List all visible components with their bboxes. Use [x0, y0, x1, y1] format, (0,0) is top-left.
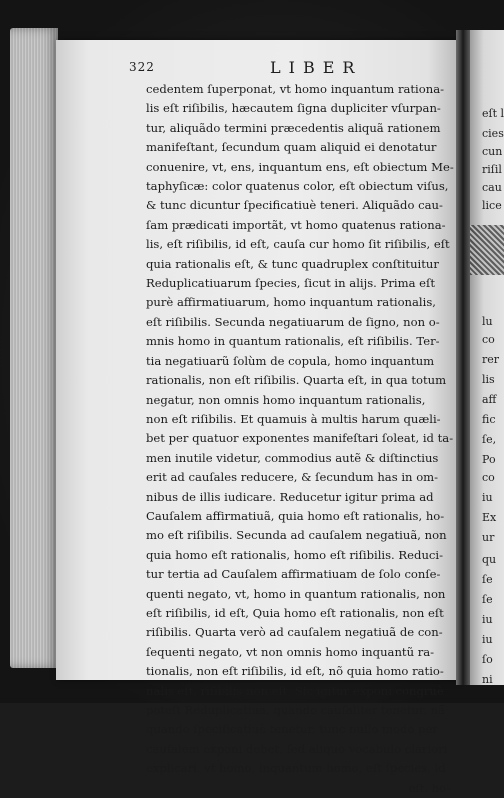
text-line: mnis homo in quantum rationalis, eſt riſibilis. Ter-	[146, 334, 440, 349]
page-body-text	[146, 80, 454, 798]
text-line: nibus de illis iudicare. Reducetur igitur prima ad	[146, 489, 434, 504]
text-line: men inutile videtur, commodius autẽ & diſtinctius	[146, 450, 439, 465]
text-line: poteſt Reduplicatiua, quando cauſaliter tenetur, nã	[146, 703, 445, 717]
text-line: eſt riſibilis. Secunda negatiuarum de ſigno, non o-	[146, 314, 440, 329]
text-line: taphyſicæ: color quatenus color, eſt obiectum viſus,	[146, 179, 449, 194]
facing-page-fragment: ſe	[482, 573, 493, 586]
woodcut-ornament-fragment	[470, 225, 504, 275]
text-line: manifeſtant, ſecundum quam aliquid ei denotatur	[146, 140, 437, 155]
text-line: cedentem ſuperponat, vt homo inquantum rationa-	[146, 82, 445, 96]
text-line: eſt riſibilis, id eſt, Quia homo eſt rationalis, non eſt	[146, 605, 444, 620]
text-line: tia negatiuarũ ſolùm de copula, homo inquantum	[146, 353, 435, 368]
text-line: cauſalem exponi debet, ſed aliquo vocabulo clariori	[146, 741, 448, 756]
facing-page-fragment: ur	[482, 531, 495, 544]
text-line: ſam prædicati importãt, vt homo quatenus rationa-	[146, 217, 446, 232]
text-line: ſequenti negato, vt non omnis homo inquantũ ra-	[146, 644, 435, 659]
text-line: explicari, vt homo, inquantum homo, eſt ſpecies, id	[146, 761, 446, 776]
text-line: purè affirmatiuarum, homo inquantum rationalis,	[146, 295, 436, 310]
text-line: eſt, ho-	[408, 780, 450, 795]
facing-page-fragment: lis	[482, 373, 495, 386]
facing-page-fragment: lice	[482, 199, 502, 212]
facing-page-fragment: Ex	[482, 511, 497, 524]
facing-page-fragment: cies	[482, 127, 504, 140]
text-line: bet per quatuor exponentes manifeſtari ſoleat, id ta-	[146, 431, 454, 446]
facing-page-fragment: Po	[482, 453, 496, 466]
book-gutter	[456, 30, 470, 685]
text-line: tur tertia ad Cauſalem affirmatiuam de ſolo conſe-	[146, 567, 441, 582]
facing-page-fragment: ſe,	[482, 433, 497, 446]
text-line: quenti negato, vt, homo in quantum rationalis, non	[146, 586, 446, 601]
facing-page-fragment: cun	[482, 145, 503, 158]
facing-page-fragment: ſo	[482, 653, 493, 666]
text-line: nalis eſt, riſibilis non eſt. Sic igitur exponi congruè	[146, 683, 444, 698]
text-line: conuenire, vt, ens, inquantum ens, eſt obiectum Me-	[146, 159, 454, 174]
text-line: Cauſalem affirmatiuã, quia homo eſt rationalis, ho-	[146, 508, 445, 523]
text-line: tionalis, non eſt riſibilis, id eſt, nõ quia homo ratio-	[146, 664, 444, 679]
facing-page-fragment: iu	[482, 613, 493, 626]
facing-page-fragment: iu	[482, 491, 493, 504]
facing-page-fragment: co	[482, 333, 495, 346]
text-line: & tunc dicuntur ſpecificatiuè teneri. Aliquãdo cau-	[146, 198, 443, 213]
facing-page-fragment: aff	[482, 393, 497, 406]
text-line: mo eſt riſibilis. Secunda ad cauſalem negatiuã, non	[146, 528, 447, 543]
text-line: tur, aliquãdo termini præcedentis aliquã rationem	[146, 120, 441, 135]
text-line: quando ſpecificatiuè tenetur, tunc nullo modo per	[146, 722, 438, 737]
facing-page-fragment: rer	[482, 353, 500, 366]
facing-page-fragment: co	[482, 471, 495, 484]
text-line: negatur, non omnis homo inquantum rationalis,	[146, 392, 426, 407]
facing-page-fragment: qu	[482, 553, 497, 566]
text-line: erit ad cauſales reducere, & ſecundum has in om-	[146, 470, 439, 485]
facing-page-fragment: fic	[482, 413, 496, 426]
facing-page-fragment: ni	[482, 673, 493, 685]
text-line: riſibilis. Quarta verò ad cauſalem negatiuã de con-	[146, 625, 443, 640]
facing-page	[470, 30, 504, 685]
facing-page-fragment: iu	[482, 633, 493, 646]
page-number: 322	[129, 60, 155, 74]
facing-page-fragment: ſe	[482, 593, 493, 606]
running-header	[129, 60, 459, 80]
book-page-edges	[10, 28, 58, 668]
text-line: quia rationalis eſt, & tunc quadruplex conſtituitur	[146, 256, 439, 271]
facing-page-fragment: eſt l	[482, 107, 504, 120]
text-line: Reduplicatiuarum ſpecies, ſicut in alijs. Prima eſt	[146, 276, 435, 291]
facing-page-fragment: cau	[482, 181, 502, 194]
running-title: LIBER	[270, 58, 363, 77]
text-line: non eſt riſibilis. Et quamuis à multis harum quæli-	[146, 411, 441, 426]
text-line: rationalis, non eſt riſibilis. Quarta eſt, in qua totum	[146, 373, 447, 388]
text-line: quia homo eſt rationalis, homo eſt riſibilis. Reduci-	[146, 547, 444, 562]
text-line: lis, eſt riſibilis, id eſt, cauſa cur homo ſit riſibilis, eſt	[146, 237, 450, 252]
facing-page-fragment: lu	[482, 315, 493, 328]
facing-page-fragment: riſil	[482, 163, 502, 176]
text-line: lis eſt riſibilis, hæcautem ſigna dupliciter vſurpan-	[146, 101, 441, 116]
